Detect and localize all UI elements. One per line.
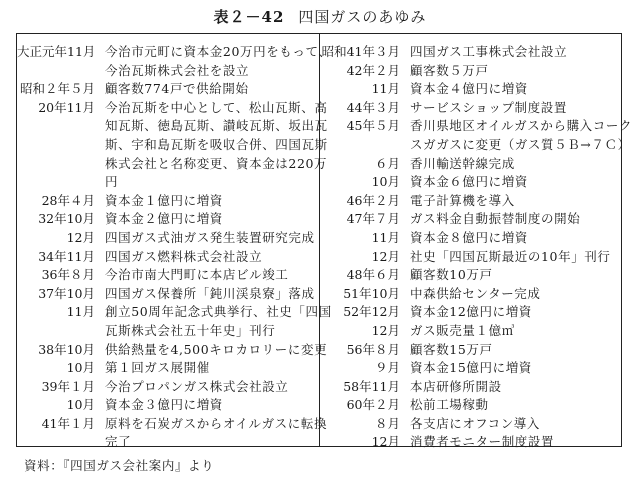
- event-description: [400, 248, 611, 267]
- event-date: 28年４月: [41, 192, 95, 208]
- event-line: スガガスに変更（ガス質５Ｂ→７Ｃ）: [410, 136, 631, 152]
- table-row: [320, 43, 623, 62]
- event-description: [400, 322, 515, 341]
- event-description: [95, 210, 223, 229]
- event-date: 56年８月: [346, 341, 400, 357]
- event-line: 資本金６億円に増資: [410, 174, 528, 190]
- event-line: 今治瓦斯を中心として、松山瓦斯、高: [105, 99, 328, 115]
- event-line: 完了: [105, 434, 132, 450]
- event-date: 昭和41年３月: [321, 44, 400, 59]
- event-line: 資本金１億円に増資: [105, 192, 223, 208]
- table-row: [17, 266, 319, 285]
- event-description: [400, 99, 567, 118]
- event-line: 第１回ガス展開催: [105, 360, 210, 376]
- event-description: [95, 266, 288, 285]
- event-description: [95, 43, 331, 80]
- event-line: 供給熱量を4,500キロカロリーに変更: [105, 341, 328, 357]
- event-line: 今治市元町に資本金20万円をもって、: [105, 44, 332, 59]
- event-description: [400, 303, 532, 322]
- table-row: [17, 99, 328, 192]
- event-line: 顧客数774戸で供給開始: [105, 81, 249, 97]
- event-line: 資本金２億円に増資: [105, 211, 223, 227]
- event-line: 松前工場稼動: [410, 397, 489, 413]
- event-date: ６月: [374, 155, 400, 171]
- event-description: [95, 341, 327, 360]
- event-line: 資本金４億円に増資: [410, 81, 528, 97]
- event-line: 資本金３億円に増資: [105, 397, 223, 413]
- event-line: 顧客数５万戸: [410, 62, 489, 78]
- table-row: [320, 248, 623, 267]
- event-description: [400, 433, 554, 452]
- table-row: [17, 359, 319, 378]
- event-line: ガス料金自動振替制度の開始: [410, 211, 581, 227]
- event-line: 創立50周年記念式典挙行、社史「四国: [105, 304, 332, 320]
- table-row: [320, 229, 623, 248]
- event-description: [400, 62, 489, 81]
- source-note: 資料：『四国ガス会社案内』より: [24, 458, 215, 473]
- event-line: 香川輸送幹線完成: [410, 155, 515, 171]
- event-description: [400, 285, 541, 304]
- event-description: [95, 99, 328, 192]
- event-description: [400, 341, 493, 360]
- table-row: [320, 285, 623, 304]
- table-row: [17, 285, 319, 304]
- event-description: [400, 155, 515, 174]
- table-row: [17, 192, 319, 211]
- event-description: [400, 396, 489, 415]
- event-line: 本店研修所開設: [410, 378, 502, 394]
- event-line: 四国ガス式油ガス発生装置研究完成: [105, 229, 315, 245]
- table-row: [17, 396, 319, 415]
- event-description: [95, 396, 223, 415]
- event-date: 36年８月: [41, 267, 95, 283]
- event-date: 11月: [371, 229, 400, 245]
- event-date: 41年１月: [41, 415, 95, 431]
- event-line: 四国ガス燃料株式会社設立: [105, 248, 263, 264]
- event-description: [95, 80, 249, 99]
- event-description: [95, 248, 262, 267]
- table-title: [0, 6, 640, 27]
- event-date: 12月: [371, 434, 400, 450]
- table-row: [17, 415, 328, 452]
- event-date: 51年10月: [343, 285, 400, 301]
- event-description: [400, 117, 632, 154]
- event-date: ９月: [374, 360, 400, 376]
- event-date: 12月: [371, 248, 400, 264]
- event-description: [400, 43, 567, 62]
- table-row: [320, 173, 623, 192]
- table-row: [17, 229, 319, 248]
- table-row: [17, 378, 319, 397]
- event-line: 顧客数10万戸: [410, 267, 493, 283]
- event-line: 香川県地区オイルガスから購入コーク: [410, 118, 633, 134]
- event-line: 今治プロパンガス株式会社設立: [105, 378, 289, 394]
- event-description: [95, 415, 327, 452]
- table-row: [17, 210, 319, 229]
- event-date: 10月: [66, 397, 95, 413]
- event-line: 資本金12億円に増資: [410, 304, 532, 320]
- event-line: 原料を石炭ガスからオイルガスに転換: [105, 415, 328, 431]
- event-line: 円: [105, 174, 119, 190]
- event-date: 20年11月: [38, 99, 95, 115]
- table-number: 表２－42: [213, 8, 285, 26]
- event-date: 58年11月: [343, 378, 400, 394]
- event-description: [400, 80, 528, 99]
- table-row: [17, 80, 319, 99]
- table-row: [320, 155, 623, 174]
- event-description: [95, 229, 315, 248]
- table-caption: 四国ガスのあゆみ: [298, 8, 427, 26]
- table-row: [320, 433, 623, 452]
- table-row: [320, 341, 623, 360]
- event-line: 斯、宇和島瓦斯を吸収合併、四国瓦斯: [105, 136, 328, 152]
- event-line: 消費者モニター制度設置: [410, 434, 555, 450]
- event-description: [400, 173, 528, 192]
- event-date: 12月: [66, 229, 95, 245]
- event-date: 48年６月: [346, 267, 400, 283]
- event-description: [95, 303, 332, 340]
- event-date: 昭和２年５月: [19, 81, 95, 97]
- event-line: ガス販売量１億㎥: [410, 322, 515, 338]
- event-line: 資本金８億円に増資: [410, 229, 528, 245]
- event-description: [95, 285, 315, 304]
- event-line: 株式会社と名称変更、資本金は220万: [105, 155, 328, 171]
- table-row: [17, 43, 332, 80]
- table-row: [17, 303, 332, 340]
- event-description: [400, 266, 493, 285]
- event-line: 顧客数15万戸: [410, 341, 493, 357]
- event-date: 52年12月: [343, 304, 400, 320]
- right-column: [320, 43, 633, 452]
- event-description: [95, 359, 210, 378]
- event-date: 11月: [371, 81, 400, 97]
- table-row: [17, 248, 319, 267]
- event-line: 今治市南大門町に本店ビル竣工: [105, 267, 289, 283]
- table-row: [320, 359, 623, 378]
- event-date: 10月: [66, 360, 95, 376]
- event-description: [95, 378, 288, 397]
- event-date: 32年10月: [38, 211, 95, 227]
- table-row: [320, 62, 623, 81]
- event-date: 46年２月: [346, 192, 400, 208]
- event-date: 39年１月: [41, 378, 95, 394]
- table-row: [320, 322, 623, 341]
- event-line: 知瓦斯、徳島瓦斯、讃岐瓦斯、坂出瓦: [105, 118, 328, 134]
- history-table: [16, 33, 633, 450]
- event-line: 瓦斯株式会社五十年史」刊行: [105, 322, 276, 338]
- table-row: [17, 341, 328, 360]
- event-date: 42年２月: [346, 62, 400, 78]
- event-description: [95, 192, 223, 211]
- table-row: [320, 415, 623, 434]
- event-line: 四国ガス保養所「鈍川渓泉寮」落成: [105, 285, 315, 301]
- event-line: 電子計算機を導入: [410, 192, 515, 208]
- event-line: 資本金15億円に増資: [410, 360, 532, 376]
- table-row: [320, 80, 623, 99]
- event-description: [400, 192, 515, 211]
- event-date: 12月: [371, 322, 400, 338]
- event-date: 44年３月: [346, 99, 400, 115]
- event-description: [400, 210, 580, 229]
- event-description: [400, 229, 528, 248]
- event-date: 大正元年11月: [17, 44, 96, 59]
- event-date: 37年10月: [38, 285, 95, 301]
- event-line: 四国ガス工事株式会社設立: [410, 44, 568, 59]
- event-date: 45年５月: [346, 118, 400, 134]
- table-row: [320, 396, 623, 415]
- table-row: [320, 378, 623, 397]
- event-date: 47年７月: [346, 211, 400, 227]
- event-date: 34年11月: [38, 248, 95, 264]
- left-column: [17, 43, 332, 452]
- event-date: 11月: [66, 304, 95, 320]
- table-row: [320, 99, 623, 118]
- table-row: [320, 117, 633, 154]
- table-row: [320, 192, 623, 211]
- event-date: 10月: [371, 174, 400, 190]
- event-description: [400, 359, 532, 378]
- event-line: 社史「四国瓦斯最近の10年」刊行: [410, 248, 611, 264]
- table-row: [320, 266, 623, 285]
- table-row: [320, 303, 623, 322]
- event-date: 60年２月: [346, 397, 400, 413]
- event-line: 中森供給センター完成: [410, 285, 541, 301]
- event-line: 今治瓦斯株式会社を設立: [105, 62, 250, 78]
- event-description: [400, 415, 540, 434]
- event-line: サービスショップ制度設置: [410, 99, 567, 115]
- event-date: ８月: [374, 415, 400, 431]
- event-date: 38年10月: [38, 341, 95, 357]
- table-row: [320, 210, 623, 229]
- event-description: [400, 378, 502, 397]
- event-line: 各支店にオフコン導入: [410, 415, 541, 431]
